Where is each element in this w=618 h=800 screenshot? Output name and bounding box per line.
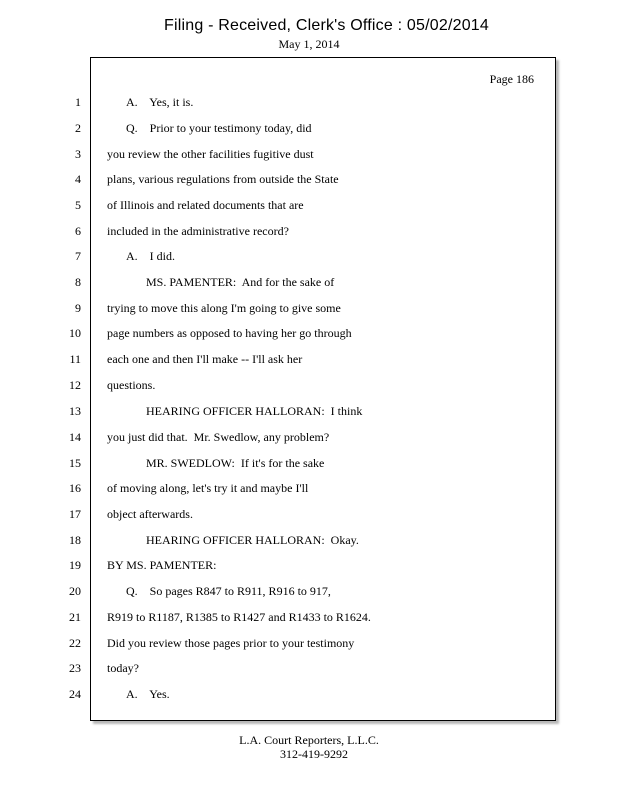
transcript-line: A. Yes, it is. [126, 95, 194, 109]
line-number: 22 [69, 636, 81, 650]
transcript-line: R919 to R1187, R1385 to R1427 and R1433 to R1624. [107, 610, 371, 624]
line-number: 3 [75, 147, 81, 161]
line-number: 24 [69, 687, 81, 701]
line-number: 11 [69, 352, 81, 366]
transcript-line: questions. [107, 378, 156, 392]
transcript-line: you review the other facilities fugitive dust [107, 147, 314, 161]
transcript-line: BY MS. PAMENTER: [107, 558, 217, 572]
line-number: 16 [69, 481, 81, 495]
transcript-line: you just did that. Mr. Swedlow, any problem? [107, 430, 330, 444]
court-reporter-phone: 312-419-9292 [280, 747, 348, 761]
transcript-line: page numbers as opposed to having her go through [107, 326, 352, 340]
line-number: 7 [75, 249, 81, 263]
transcript-line: A. Yes. [126, 687, 170, 701]
line-number: 8 [75, 275, 81, 289]
line-number: 5 [75, 198, 81, 212]
transcript-line: plans, various regulations from outside the State [107, 172, 339, 186]
line-number: 6 [75, 224, 81, 238]
page-number: Page 186 [489, 72, 534, 86]
transcript-line: each one and then I'll make -- I'll ask her [107, 352, 303, 366]
filing-stamp: Filing - Received, Clerk's Office : 05/02/2014 [164, 17, 489, 34]
line-number: 18 [69, 533, 81, 547]
line-number: 23 [69, 661, 81, 675]
transcript-line: MR. SWEDLOW: If it's for the sake [146, 456, 325, 470]
transcript-line: Q. Prior to your testimony today, did [126, 121, 312, 135]
line-number: 17 [69, 507, 81, 521]
line-number: 15 [69, 456, 81, 470]
line-number: 13 [69, 404, 81, 418]
line-number: 12 [69, 378, 81, 392]
transcript-date: May 1, 2014 [278, 37, 340, 51]
transcript-line: A. I did. [126, 249, 175, 263]
transcript-line: MS. PAMENTER: And for the sake of [146, 275, 335, 289]
line-number: 19 [69, 558, 81, 572]
line-number: 4 [75, 172, 81, 186]
line-number: 9 [75, 301, 81, 315]
court-reporter-firm: L.A. Court Reporters, L.L.C. [239, 733, 379, 747]
transcript-line: today? [107, 661, 139, 675]
transcript-line: of moving along, let's try it and maybe I'll [107, 481, 309, 495]
transcript-line: of Illinois and related documents that are [107, 198, 304, 212]
line-number: 2 [75, 121, 81, 135]
transcript-line: Q. So pages R847 to R911, R916 to 917, [126, 584, 331, 598]
transcript-line: HEARING OFFICER HALLORAN: I think [146, 404, 363, 418]
line-number: 10 [69, 326, 81, 340]
transcript-line: trying to move this along I'm going to give some [107, 301, 341, 315]
transcript-line: object afterwards. [107, 507, 193, 521]
line-number: 21 [69, 610, 81, 624]
transcript-line: Did you review those pages prior to your testimony [107, 636, 355, 650]
transcript-line: HEARING OFFICER HALLORAN: Okay. [146, 533, 359, 547]
line-number: 1 [75, 95, 81, 109]
transcript-line: included in the administrative record? [107, 224, 289, 238]
line-number: 14 [69, 430, 81, 444]
line-number: 20 [69, 584, 81, 598]
